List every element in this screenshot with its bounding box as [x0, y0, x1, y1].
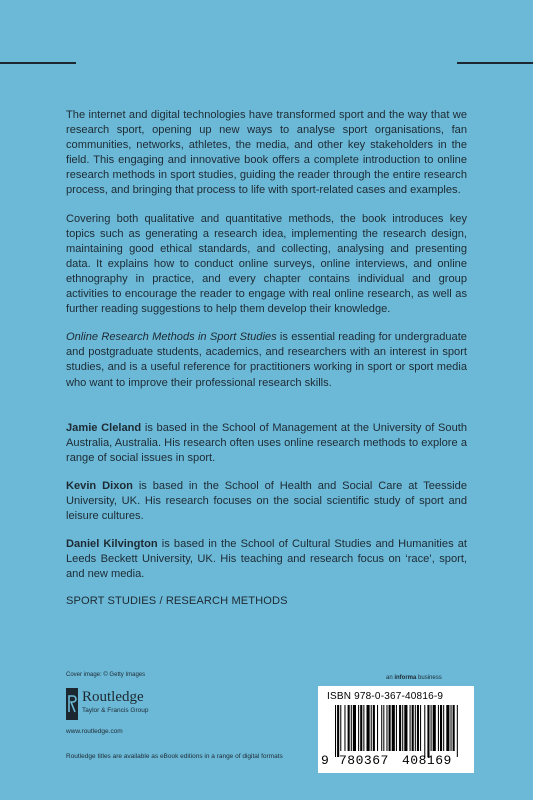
barcode-bar — [412, 705, 414, 751]
barcode-bar — [392, 705, 395, 751]
informa-suffix: business — [416, 675, 442, 681]
isbn-barcode — [318, 686, 474, 773]
informa-business-label — [386, 675, 442, 681]
publisher-name: Routledge — [82, 689, 144, 705]
barcode-bar — [417, 705, 419, 751]
barcode-bar — [340, 705, 341, 751]
barcode-digit-first: 9 — [321, 753, 330, 768]
barcode-bar — [402, 705, 403, 751]
barcode-bar — [427, 705, 429, 757]
blurb-paragraph-1: The internet and digital technologies have transformed sport and the way that we research sport, opening up new ways to analyse sport organisations, fan communities, networks, athletes, the media, and other key stakeholders in the field. This engaging and innovative book offers a complete introduction to online research methods in sport studies, guiding the reader through the entire research process, and bringing that process to life with sport-related cases and examples. — [66, 109, 467, 197]
publisher-group: Taylor & Francis Group — [82, 707, 149, 714]
barcode-bar — [363, 705, 364, 751]
barcode-bar — [344, 705, 345, 751]
barcode-bar — [383, 705, 384, 751]
barcode-bar — [410, 705, 411, 751]
cover-image-credit: Cover image: © Getty Images — [66, 672, 146, 678]
barcode-bar — [373, 705, 375, 751]
barcode-bar — [351, 705, 352, 751]
top-left-rule — [0, 62, 76, 64]
barcode-bar — [431, 705, 432, 751]
author-name: Kevin Dixon — [66, 479, 133, 492]
subject-category: SPORT STUDIES / RESEARCH METHODS — [66, 595, 288, 608]
barcode-bar — [360, 705, 362, 751]
barcode-bar — [438, 705, 439, 751]
barcode-digits-left: 780367 — [339, 753, 389, 768]
barcode-bar — [451, 705, 452, 751]
informa-prefix: an — [386, 675, 395, 681]
barcode-bar — [386, 705, 387, 751]
barcode-bar — [367, 705, 370, 751]
ebook-note: Routledge titles are available as eBook editions in a range of digital formats — [66, 753, 283, 760]
publisher-website: www.routledge.com — [66, 728, 123, 735]
author-bio-text: is based in the School of Health and Social Care at Teesside University, UK. His research focuses on the social scientific study of sport and leisure cultures. — [66, 479, 467, 523]
barcode-bar — [353, 705, 356, 751]
barcode-digits-right: 408169 — [402, 753, 452, 768]
barcode-bar — [420, 705, 421, 751]
barcode-bar — [457, 705, 458, 757]
barcode-bar — [424, 705, 425, 757]
blurb-paragraph-3-text: is essential reading for undergraduate and postgraduate students, academics, and researchers with an interest in sport studies, and is a useful reference for practitioners working in sport or sport media who want to improve their professional research skills. — [66, 331, 467, 389]
author-bio-2 — [66, 479, 467, 524]
barcode-bar — [335, 705, 336, 757]
blurb-paragraph-3 — [66, 330, 467, 390]
barcode-bar — [443, 705, 444, 751]
barcode-bar — [389, 705, 391, 751]
barcode-bar — [446, 705, 449, 751]
barcode-bar — [453, 705, 455, 751]
barcode-bar — [396, 705, 397, 751]
back-cover-text — [66, 108, 467, 607]
barcode-bar — [381, 705, 382, 751]
author-bio-text: is based in the School of Management at the University of South Australia, Australia. His research often uses online research methods to explore a range of social issues in sport. — [66, 421, 468, 464]
routledge-logo — [66, 686, 206, 724]
informa-brand: informa — [394, 675, 417, 681]
routledge-r-icon — [66, 688, 78, 720]
book-title: Online Research Methods in Sport Studies — [66, 331, 277, 344]
barcode-bar — [358, 705, 359, 751]
barcode-bar — [415, 705, 416, 751]
top-right-rule — [457, 62, 533, 64]
barcode-bar — [348, 705, 350, 751]
barcode-bars — [333, 705, 461, 757]
author-name: Daniel Kilvington — [66, 538, 158, 551]
blurb-paragraph-2: Covering both qualitative and quantitative methods, the book introduces key topics such as generating a research idea, implementing the research design, maintaining good ethical standards, and collecting, analysing and presenting data. It explains how to conduct online surveys, online interviews, and online ethnography in practice, and every chapter contains individual and group activities to encourage the reader to engage with real online research, as well as further reading suggestions to help them develop their knowledge. — [66, 212, 467, 316]
barcode-bar — [440, 705, 442, 751]
barcode-bar — [337, 705, 339, 757]
isbn-number: ISBN 978-0-367-40816-9 — [327, 691, 444, 702]
barcode-bar — [377, 705, 378, 751]
author-bio-text: is based in the School of Cultural Studies and Humanities at Leeds Beckett University, UK. His teaching and research focus on ‘race’, sport, and new media. — [66, 538, 467, 581]
barcode-bar — [399, 705, 401, 751]
author-bio-1 — [66, 421, 467, 466]
barcode-bar — [371, 705, 372, 751]
barcode-bar — [433, 705, 436, 751]
author-bio-3 — [66, 537, 467, 582]
barcode-bar — [404, 705, 407, 751]
author-name: Jamie Cleland — [66, 421, 142, 434]
